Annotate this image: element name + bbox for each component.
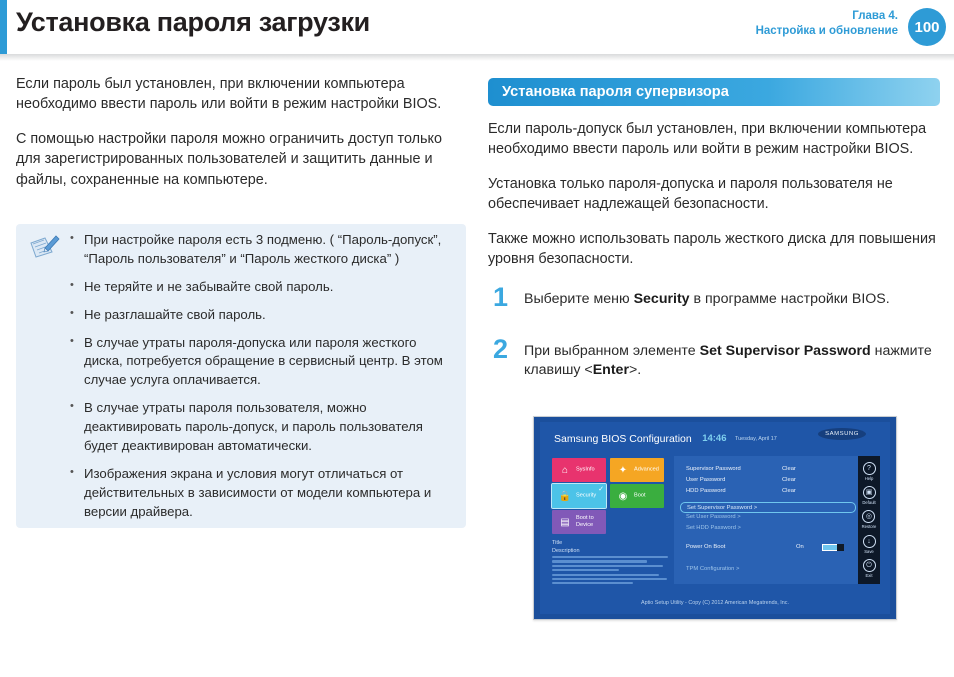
step-1	[488, 281, 940, 312]
placeholder-bar	[552, 582, 633, 584]
right-paragraph-2: Установка только пароля-допуска и пароля пользователя не обеспечивает надлежащей безопасности.	[488, 175, 893, 213]
bios-rail-default[interactable]	[862, 486, 875, 505]
bios-rail-save[interactable]	[863, 535, 876, 554]
list-item: • В случае утраты пароля-допуска или пароля жесткого диска, потребуется обращение в сервисный центр. В этом случае услуга оплачивается.	[68, 334, 454, 391]
section-heading-bar	[488, 78, 940, 106]
bios-power-on-boot-label: Power On Boot	[686, 544, 726, 550]
lock-icon: 🔒	[558, 490, 572, 502]
placeholder-bar	[552, 578, 667, 580]
list-item: • При настройке пароля есть 3 подменю. ( “Пароль-допуск”, “Пароль пользователя” и “Пароль жесткого диска” )	[68, 231, 454, 269]
bios-screen	[540, 422, 890, 614]
page-title: Установка пароля загрузки	[16, 7, 370, 37]
placeholder-bar	[552, 574, 659, 576]
bios-rail-restore[interactable]	[862, 510, 877, 529]
step-1-number: 1	[493, 281, 509, 312]
bios-title: Samsung BIOS Configuration	[554, 432, 692, 445]
left-paragraph-1: Если пароль был установлен, при включении компьютера необходимо ввести пароль или войти в режим настройки BIOS.	[16, 76, 442, 113]
bios-menu-set-user-password[interactable]: Set User Password >	[686, 514, 741, 520]
placeholder-bar	[552, 565, 663, 567]
bios-tile-boot-to-device[interactable]	[552, 510, 606, 534]
note-list	[68, 231, 454, 530]
left-column	[16, 74, 466, 204]
device-icon: ▤	[560, 516, 570, 528]
bios-row-value: Clear	[782, 488, 796, 494]
page-header	[0, 0, 954, 54]
header-accent-bar	[0, 0, 7, 54]
note-pencil-icon	[28, 232, 62, 262]
rocket-icon: ✦	[618, 464, 628, 476]
header-breadcrumb	[756, 9, 898, 38]
home-icon: ⌂	[561, 464, 569, 476]
right-column	[488, 78, 940, 381]
question-icon: ?	[863, 462, 876, 475]
step-1-text: Выберите меню Security в программе настройки BIOS.	[524, 290, 890, 307]
placeholder-bar	[552, 556, 668, 558]
left-paragraph-2: С помощью настройки пароля можно ограничить доступ только для зарегистрированных пользователей и защитить данные и файлы, сохраненные на компьютере.	[16, 130, 442, 188]
right-paragraph-1: Если пароль-допуск был установлен, при включении компьютера необходимо ввести пароль или войти в режим настройки BIOS.	[488, 121, 927, 158]
section-heading-text: Установка пароля супервизора	[502, 84, 729, 100]
square-icon: ▣	[863, 486, 876, 499]
bios-rail-label: Restore	[861, 524, 877, 530]
check-icon: ✓	[598, 486, 604, 493]
bios-menu-set-supervisor-password[interactable]: Set Supervisor Password >	[680, 502, 856, 513]
bios-screenshot-image	[533, 416, 897, 620]
list-item: • Не разглашайте свой пароль.	[68, 306, 454, 325]
note-box	[16, 224, 466, 528]
step-2	[488, 333, 940, 382]
step-2-text: При выбранном элементе Set Supervisor Password нажмите клавишу <Enter>.	[524, 342, 932, 379]
circle-icon: ◎	[862, 510, 875, 523]
bios-content-pane	[674, 456, 862, 584]
list-item: • Изображения экрана и условия могут отличаться от действительных в зависимости от модели компьютера и версии драйвера.	[68, 465, 454, 522]
bios-action-rail	[858, 456, 880, 584]
bios-tile-advanced[interactable]	[610, 458, 664, 482]
bios-rail-label: Default	[862, 500, 876, 506]
bios-clock: 14:46	[702, 433, 727, 445]
bios-rail-label: Exit	[865, 573, 873, 579]
bios-row-label: HDD Password	[686, 488, 726, 494]
bios-tile-label: Boot to Device	[576, 515, 594, 528]
chapter-label: Глава 4.	[852, 10, 898, 22]
placeholder-bar	[552, 569, 619, 571]
samsung-logo-text: SAMSUNG	[825, 431, 859, 437]
section-label: Настройка и обновление	[755, 24, 898, 37]
bios-date: Tuesday, April 17	[734, 435, 777, 442]
bios-rail-label: Help	[864, 475, 874, 481]
download-icon: ↓	[863, 535, 876, 548]
disk-icon: ◉	[618, 490, 628, 502]
bios-tile-boot[interactable]	[610, 484, 664, 508]
bios-row-label: User Password	[686, 477, 726, 483]
step-2-number: 2	[493, 333, 509, 364]
bios-tile-sysinfo[interactable]	[552, 458, 606, 482]
bios-description-title: Title	[552, 540, 563, 546]
bios-tile-label: Boot	[634, 492, 646, 499]
bios-row-label: Supervisor Password	[686, 466, 741, 472]
bios-description-body: Description	[552, 548, 580, 554]
bios-row-value: Clear	[782, 477, 796, 483]
placeholder-bar	[552, 560, 647, 562]
bios-menu-set-hdd-password[interactable]: Set HDD Password >	[686, 525, 741, 531]
bios-tile-security[interactable]	[552, 484, 606, 508]
exit-icon: ⏻	[863, 559, 876, 572]
bios-power-on-boot-value: On	[796, 544, 804, 550]
header-divider	[0, 54, 954, 61]
bios-row-value: Clear	[782, 466, 796, 472]
page-number-badge: 100	[908, 8, 946, 46]
bios-rail-label: Save	[864, 548, 874, 554]
bios-description-panel	[552, 540, 668, 587]
right-paragraph-3: Также можно использовать пароль жесткого диска для повышения уровня безопасности.	[488, 230, 936, 268]
bios-footer-text: Aptio Setup Utility - Copy (C) 2012 American Megatrends, Inc.	[640, 600, 789, 606]
bios-tile-label: Security	[576, 492, 597, 499]
list-item: • В случае утраты пароля пользователя, можно деактивировать пароль-допуск, и пароль пользователя будет деактивирован автоматически.	[68, 399, 454, 456]
bios-tile-label: Advanced	[634, 466, 659, 473]
samsung-logo	[818, 428, 866, 440]
list-item: • Не теряйте и не забывайте свой пароль.	[68, 278, 454, 297]
bios-rail-exit[interactable]	[863, 559, 876, 578]
bios-tile-label: SysInfo	[576, 466, 595, 473]
bios-menu-tpm-configuration[interactable]: TPM Configuration >	[686, 566, 740, 572]
bios-power-on-boot-toggle[interactable]	[822, 544, 844, 551]
bios-rail-help[interactable]	[863, 462, 876, 481]
